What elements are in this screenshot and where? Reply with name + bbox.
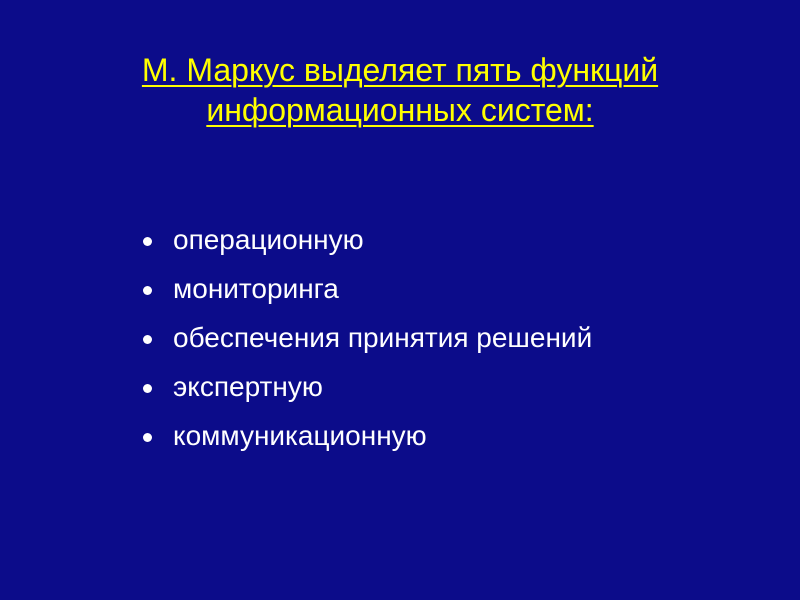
list-item <box>143 416 763 465</box>
bullet-dot-icon <box>143 286 152 295</box>
bullet-dot-icon <box>143 237 152 246</box>
list-item <box>143 367 763 416</box>
list-item-text: операционную <box>173 224 364 255</box>
slide-title: М. Маркус выделяет пять функций информационных систем: <box>141 52 659 128</box>
bullet-list <box>143 220 763 465</box>
bullet-dot-icon <box>143 335 152 344</box>
bullet-dot-icon <box>143 433 152 442</box>
bullet-dot-icon <box>143 384 152 393</box>
list-item-text: мониторинга <box>173 273 339 304</box>
list-item <box>143 269 763 318</box>
list-item-text: коммуникационную <box>173 420 427 451</box>
list-item <box>143 318 763 367</box>
list-item-text: экспертную <box>173 371 323 402</box>
list-item <box>143 220 763 269</box>
list-item-text: обеспечения принятия решений <box>173 322 593 353</box>
